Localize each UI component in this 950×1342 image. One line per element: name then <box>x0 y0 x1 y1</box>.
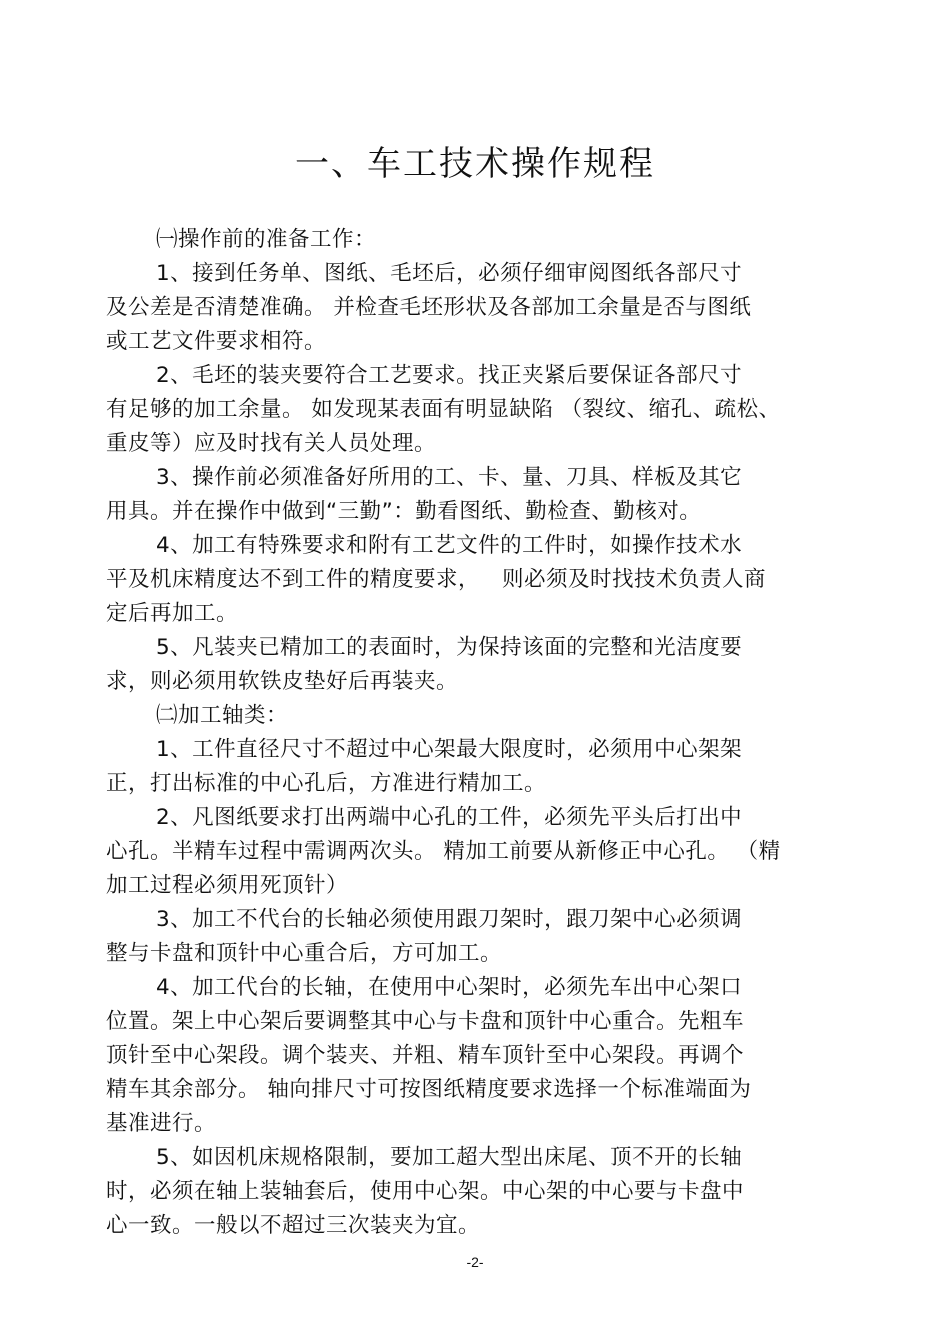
text-line: 有足够的加工余量。 如发现某表面有明显缺陷 （裂纹、缩孔、疏松、 <box>106 397 781 422</box>
text-line: 时，必须在轴上装轴套后，使用中心架。中心架的中心要与卡盘中 <box>106 1179 745 1204</box>
text-line: 基准进行。 <box>106 1111 217 1136</box>
text-line: 3、加工不代台的长轴必须使用跟刀架时，跟刀架中心必须调 <box>156 907 743 932</box>
text-line: 2、凡图纸要求打出两端中心孔的工件，必须先平头后打出中 <box>156 805 743 830</box>
text-line: 正，打出标准的中心孔后，方准进行精加工。 <box>106 771 547 796</box>
text-line: 整与卡盘和顶针中心重合后，方可加工。 <box>106 941 503 966</box>
text-line: 1、工件直径尺寸不超过中心架最大限度时，必须用中心架架 <box>156 737 743 762</box>
text-line: 4、加工代台的长轴，在使用中心架时，必须先车出中心架口 <box>156 975 743 1000</box>
text-line: 心一致。一般以不超过三次装夹为宜。 <box>106 1213 481 1238</box>
text-line: 定后再加工。 <box>106 601 239 626</box>
text-line: 2、毛坯的装夹要符合工艺要求。找正夹紧后要保证各部尺寸 <box>156 363 743 388</box>
text-line: 3、操作前必须准备好所用的工、卡、量、刀具、样板及其它 <box>156 465 743 490</box>
page-number: -2- <box>466 1254 484 1270</box>
text-line: 求，则必须用软铁皮垫好后再装夹。 <box>106 669 459 694</box>
text-line: 4、加工有特殊要求和附有工艺文件的工件时，如操作技术水 <box>156 533 743 558</box>
text-line: ㈠操作前的准备工作： <box>156 227 377 252</box>
page-title: 一、车工技术操作规程 <box>295 144 655 184</box>
text-line: 精车其余部分。 轴向排尺寸可按图纸精度要求选择一个标准端面为 <box>106 1077 752 1102</box>
text-line: 及公差是否清楚准确。 并检查毛坯形状及各部加工余量是否与图纸 <box>106 295 752 320</box>
text-line: 5、凡装夹已精加工的表面时，为保持该面的完整和光洁度要 <box>156 635 743 660</box>
text-line: 5、如因机床规格限制，要加工超大型出床尾、顶不开的长轴 <box>156 1145 743 1170</box>
text-line: 顶针至中心架段。调个装夹、并粗、精车顶针至中心架段。再调个 <box>106 1043 745 1068</box>
text-line: 加工过程必须用死顶针） <box>106 873 349 898</box>
text-line: ㈡加工轴类： <box>156 703 289 728</box>
text-line: 心孔。半精车过程中需调两次头。 精加工前要从新修正中心孔。 （精 <box>106 839 781 864</box>
text-line: 1、接到任务单、图纸、毛坯后，必须仔细审阅图纸各部尺寸 <box>156 261 743 286</box>
text-line: 用具。并在操作中做到“三勤”：勤看图纸、勤检查、勤核对。 <box>106 499 702 524</box>
text-line: 平及机床精度达不到工件的精度要求， 则必须及时找技术负责人商 <box>106 567 767 592</box>
document-body <box>106 223 851 1243</box>
text-line: 重皮等）应及时找有关人员处理。 <box>106 431 437 456</box>
text-line: 或工艺文件要求相符。 <box>106 329 327 354</box>
text-line: 位置。架上中心架后要调整其中心与卡盘和顶针中心重合。先粗车 <box>106 1009 745 1034</box>
